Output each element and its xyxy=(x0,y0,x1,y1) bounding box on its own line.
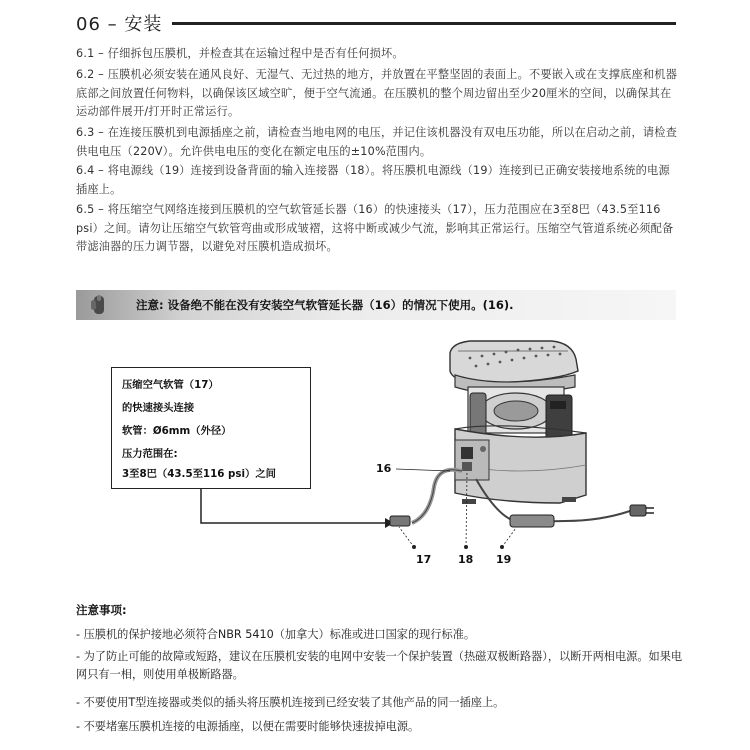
note-item: - 压膜机的保护接地必须符合NBR 5410（加拿大）标准或进口国家的现行标准。 xyxy=(76,628,476,641)
note-item: - 不要使用T型连接器或类似的插头将压膜机连接到已经安装了其他产品的同一插座上。 xyxy=(76,696,505,709)
paragraph-6-5: 6.5 – 将压缩空气网络连接到压膜机的空气软管延长器（16）的快速接头（17），压力范围应在3至8巴（43.5至116 psi）之间。请勿让压缩空气软管弯曲或形成皱褶，这将中断或减少气流，影响其正常运行。压缩空气管道系统必须配备带滤油器的压力调节器，以避免对压膜机造成损坏。 xyxy=(76,203,674,253)
callout-16: 16 xyxy=(376,462,392,475)
paragraph-6-4: 6.4 – 将电源线（19）连接到设备背面的输入连接器（18）。将压膜机电源线（19）连接到已正确安装接地系统的电源插座上。 xyxy=(76,164,670,196)
callout-19: 19 xyxy=(496,553,512,566)
callout-17: 17 xyxy=(416,553,432,566)
paragraph-6-1: 6.1 – 仔细拆包压膜机，并检查其在运输过程中是否有任何损坏。 xyxy=(76,47,404,60)
note-item: - 不要堵塞压膜机连接的电源插座，以便在需要时能够快速拔掉电源。 xyxy=(76,720,420,733)
hand-warning-icon xyxy=(88,294,110,316)
section-title: 06 – 安装 xyxy=(76,14,163,35)
spec-line: 压力范围在: xyxy=(122,448,178,460)
spec-line: 的快速接头连接 xyxy=(122,402,195,414)
header-rule xyxy=(172,22,676,25)
callout-18: 18 xyxy=(458,553,474,566)
spec-line: 压缩空气软管（17） xyxy=(122,379,219,391)
spec-box xyxy=(111,367,311,489)
section-header xyxy=(76,10,676,38)
notes-title: 注意事项: xyxy=(76,603,127,617)
spec-line: 3至8巴（43.5至116 psi）之间 xyxy=(122,468,276,480)
warning-text: 注意: 设备绝不能在没有安装空气软管延长器（16）的情况下使用。(16). xyxy=(136,298,514,312)
note-item: - 为了防止可能的故障或短路，建议在压膜机安装的电网中安装一个保护装置（热磁双极断路器），以断开两相电源。如果电网只有一相，则使用单极断路器。 xyxy=(76,650,683,681)
paragraph-6-2: 6.2 – 压膜机必须安装在通风良好、无湿气、无过热的地方，并放置在平整坚固的表面上。不要嵌入或在支撑底座和机器底部之间放置任何物料，以确保该区域空旷，便于空气流通。在压膜机的整个周边留出至少20厘米的空间，以确保其在运动部件展开/打开时正常运行。 xyxy=(76,68,678,118)
paragraph-6-3: 6.3 – 在连接压膜机到电源插座之前，请检查当地电网的电压，并记住该机器没有双电压功能，所以在启动之前，请检查供电电压（220V）。允许供电电压的变化在额定电压的±10%范围内。 xyxy=(76,126,678,158)
warning-banner xyxy=(76,290,676,320)
spec-line: 软管：Ø6mm（外径） xyxy=(122,425,232,437)
